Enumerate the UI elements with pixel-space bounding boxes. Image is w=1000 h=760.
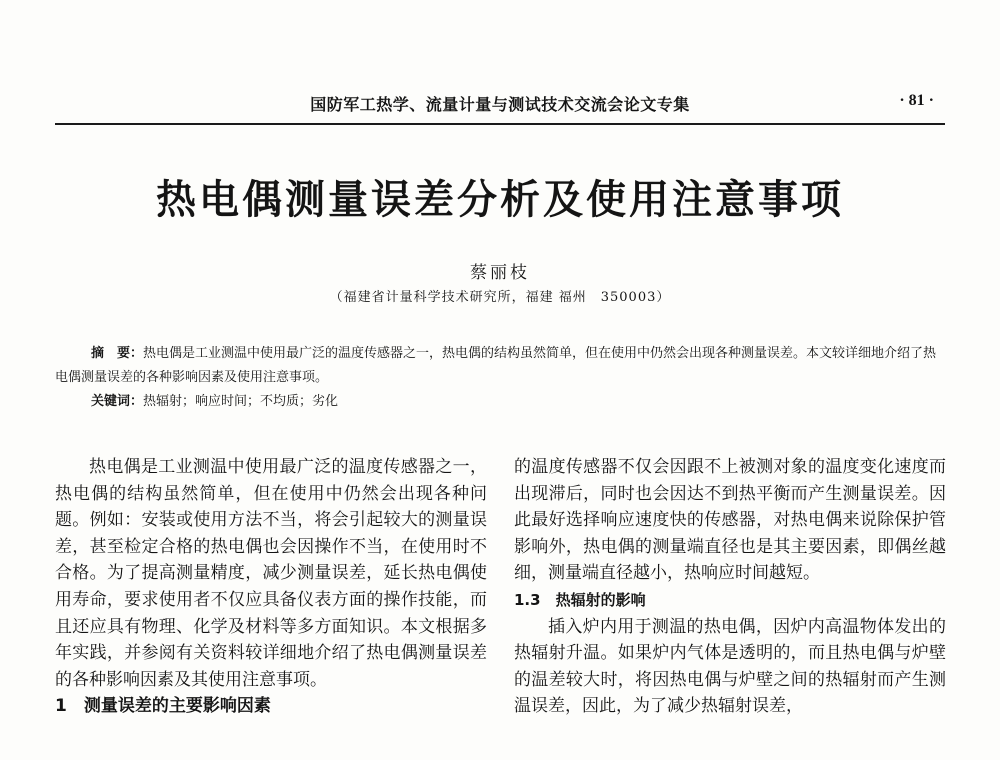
abstract-block <box>55 342 945 414</box>
paper-title: 热电偶测量误差分析及使用注意事项 <box>156 176 844 223</box>
journal-title: 国防军工热学、流量计量与测试技术交流会论文专集 <box>310 95 690 114</box>
subsection-heading-1-3: 1.3 热辐射的影响 <box>514 590 646 609</box>
section-heading-1: 1 测量误差的主要影响因素 <box>55 696 271 717</box>
author-affiliation: （福建省计量科学技术研究所，福建 福州 350003） <box>329 290 671 305</box>
intro-paragraph: 热电偶是工业测温中使用最广泛的温度传感器之一，热电偶的结构虽然简单，但在使用中仍然会出现各种问题。例如：安装或使用方法不当，将会引起较大的测量误差，甚至检定合格的热电偶也会因操作不当，在使用时不合格。为了提高测量精度，减少测量误差，延长热电偶使用寿命，要求使用者不仅应具备仪表方面的操作技能，而且还应具有物理、化学及材料等多方面知识。本文根据多年实践，并参阅有关资料较详细地介绍了热电偶测量误差的各种影响因素及其使用注意事项。 <box>55 457 487 690</box>
abstract-text: 热电偶是工业测温中使用最广泛的温度传感器之一，热电偶的结构虽然简单，但在使用中仍然会出现各种测量误差。本文较详细地介绍了热电偶测量误差的各种影响因素及使用注意事项。 <box>55 346 937 385</box>
header-rule <box>55 123 945 125</box>
abstract-label: 摘 要： <box>91 346 144 361</box>
keywords-label: 关键词： <box>91 394 144 409</box>
keywords-text: 热辐射；响应时间；不均质；劣化 <box>143 394 339 409</box>
page-number: · 81 · <box>899 92 934 109</box>
left-column <box>55 454 487 720</box>
abstract-paragraph <box>55 342 945 390</box>
right-column <box>514 454 946 720</box>
thermal-radiation-paragraph: 插入炉内用于测温的热电偶，因炉内高温物体发出的热辐射升温。如果炉内气体是透明的，而且热电偶与炉壁的温差较大时，将因热电偶与炉壁之间的热辐射而产生测温误差，因此，为了减少热辐射误差， <box>514 616 946 717</box>
continued-paragraph: 的温度传感器不仅会因跟不上被测对象的温度变化速度而出现滞后，同时也会因达不到热平衡而产生测量误差。因此最好选择响应速度快的传感器，对热电偶来说除保护管影响外，热电偶的测量端直径也是其主要因素，即偶丝越细，测量端直径越小，热响应时间越短。 <box>514 457 946 584</box>
keywords-line <box>55 390 945 414</box>
author-name: 蔡丽枝 <box>470 263 530 283</box>
running-header <box>0 88 1000 120</box>
